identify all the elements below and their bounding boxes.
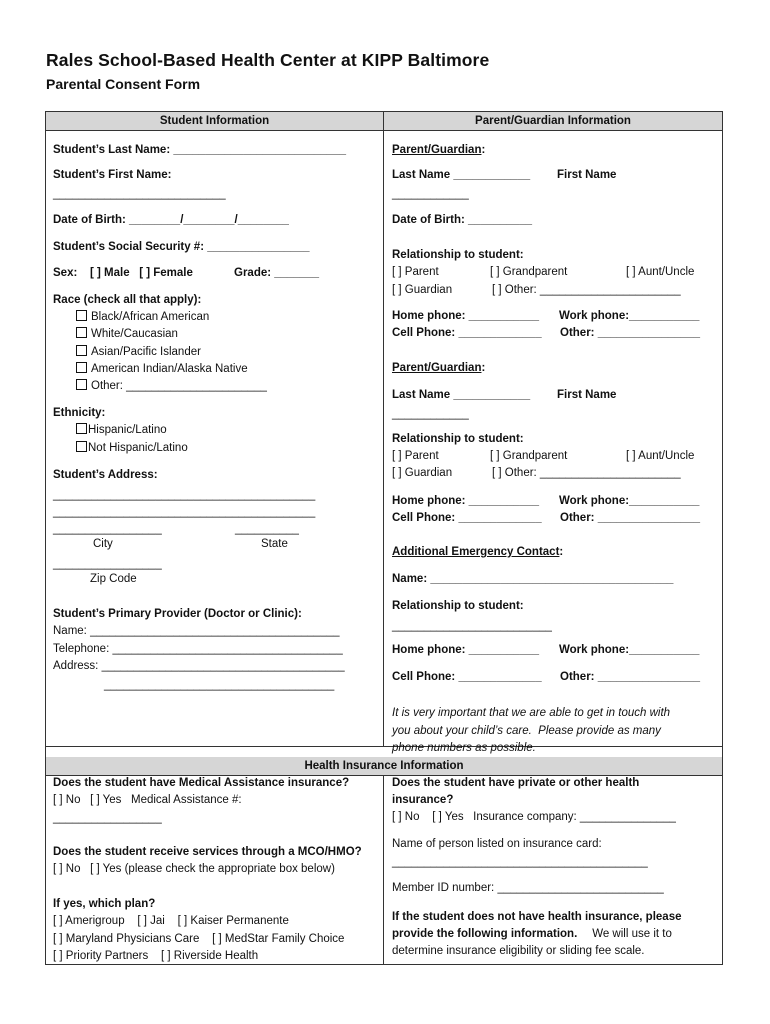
race-option-black[interactable]: Black/African American <box>76 310 209 325</box>
address-label: Student’s Address: <box>53 469 158 481</box>
pg1-work-phone[interactable]: Work phone:___________ <box>559 310 700 322</box>
member-id-field[interactable]: Member ID number: __________________________ <box>392 882 664 894</box>
city-caption: City <box>93 538 113 550</box>
parent-guardian-1-label: Parent/Guardian: <box>392 144 486 156</box>
checkbox-icon[interactable] <box>76 379 87 390</box>
form-title: Rales School-Based Health Center at KIPP Baltimore <box>46 50 490 70</box>
provider-name-field[interactable]: Name: _______________________________________ <box>53 625 340 637</box>
mco-question: Does the student receive services through a MCO/HMO? <box>53 846 362 858</box>
no-insurance-note-bold: If the student does not have health insurance, please provide the following information. <box>392 911 682 940</box>
provider-label: Student’s Primary Provider (Doctor or Clinic): <box>53 608 302 620</box>
pg2-first-name-label: First Name <box>557 389 617 401</box>
parent-guardian-2-label: Parent/Guardian: <box>392 362 486 374</box>
pg1-rel-aunt-uncle[interactable]: [ ] Aunt/Uncle <box>626 266 695 278</box>
pg2-rel-aunt-uncle[interactable]: [ ] Aunt/Uncle <box>626 450 695 462</box>
pg1-rel-guardian[interactable]: [ ] Guardian <box>392 284 453 296</box>
card-holder-line[interactable]: ________________________________________ <box>392 856 648 868</box>
plan-options-3[interactable]: [ ] Priority Partners [ ] Riverside Health <box>53 950 259 962</box>
provider-address-field[interactable]: Address: ______________________________________ <box>53 660 345 672</box>
pg1-relationship-label: Relationship to student: <box>392 249 524 261</box>
checkbox-icon[interactable] <box>76 345 87 356</box>
sex-checkboxes[interactable]: [ ] Male [ ] Female <box>90 267 193 279</box>
emergency-relationship-line[interactable]: _________________________ <box>392 620 552 632</box>
pg1-rel-grandparent[interactable]: [ ] Grandparent <box>490 266 568 278</box>
contact-note: It is very important that we are able to get in touch with you about your child’s care. Please provide as many phone numbers as possible. <box>392 707 671 754</box>
ma-number-line[interactable]: _________________ <box>53 812 162 824</box>
pg1-first-name-line[interactable]: ____________ <box>392 188 469 200</box>
private-insurance-question-2: insurance? <box>392 794 454 806</box>
student-ssn-field[interactable]: Student’s Social Security #: ________________ <box>53 241 310 253</box>
parent-info-header: Parent/Guardian Information <box>384 112 722 131</box>
pg2-rel-parent[interactable]: [ ] Parent <box>392 450 439 462</box>
plan-options-1[interactable]: [ ] Amerigroup [ ] Jai [ ] Kaiser Permanente <box>53 915 289 927</box>
city-line[interactable]: _________________ <box>53 523 162 535</box>
ethnicity-option-hispanic[interactable]: Hispanic/Latino <box>76 423 167 438</box>
student-first-name-label: Student’s First Name: <box>53 169 172 181</box>
state-caption: State <box>261 538 288 550</box>
form-subtitle: Parental Consent Form <box>46 76 201 92</box>
insurance-header: Health Insurance Information <box>46 757 722 776</box>
pg1-first-name-label: First Name <box>557 169 617 181</box>
provider-phone-field[interactable]: Telephone: ____________________________________ <box>53 643 343 655</box>
pg1-rel-other[interactable]: [ ] Other: ______________________ <box>492 284 681 296</box>
ethnicity-option-not-hispanic[interactable]: Not Hispanic/Latino <box>76 441 188 456</box>
pg2-cell-phone[interactable]: Cell Phone: _____________ <box>392 512 542 524</box>
pg2-rel-other[interactable]: [ ] Other: ______________________ <box>492 467 681 479</box>
ma-question: Does the student have Medical Assistance insurance? <box>53 777 350 789</box>
provider-address-line-2[interactable]: ____________________________________ <box>104 679 335 691</box>
emergency-home-phone[interactable]: Home phone: ___________ <box>392 644 540 656</box>
student-info-header: Student Information <box>46 112 383 131</box>
pg1-dob-field[interactable]: Date of Birth: __________ <box>392 214 532 226</box>
emergency-contact-label: Additional Emergency Contact: <box>392 546 564 558</box>
pg2-rel-guardian[interactable]: [ ] Guardian <box>392 467 453 479</box>
column-divider-top <box>383 112 384 746</box>
no-insurance-note-last: determine insurance eligibility or sliding fee scale. <box>392 945 645 957</box>
sex-label: Sex: <box>53 267 78 279</box>
pg2-rel-grandparent[interactable]: [ ] Grandparent <box>490 450 568 462</box>
pg2-home-phone[interactable]: Home phone: ___________ <box>392 495 540 507</box>
emergency-work-phone[interactable]: Work phone:___________ <box>559 644 700 656</box>
checkbox-icon[interactable] <box>76 423 87 434</box>
student-first-name-line[interactable]: ___________________________ <box>53 188 226 200</box>
checkbox-icon[interactable] <box>76 362 87 373</box>
race-option-american-indian[interactable]: American Indian/Alaska Native <box>76 362 248 377</box>
pg2-last-name-field[interactable]: Last Name ____________ <box>392 389 531 401</box>
race-option-asian[interactable]: Asian/Pacific Islander <box>76 345 201 360</box>
address-line-2[interactable]: _________________________________________ <box>53 506 316 518</box>
card-holder-label: Name of person listed on insurance card: <box>392 838 602 850</box>
race-option-white[interactable]: White/Caucasian <box>76 327 178 342</box>
no-insurance-note-rest: We will use it to <box>589 928 672 940</box>
ethnicity-label: Ethnicity: <box>53 407 106 419</box>
student-last-name-field[interactable]: Student’s Last Name: ___________________________ <box>53 144 347 156</box>
pg2-work-phone[interactable]: Work phone:___________ <box>559 495 700 507</box>
pg1-last-name-field[interactable]: Last Name ____________ <box>392 169 531 181</box>
zip-line[interactable]: _________________ <box>53 558 162 570</box>
pg1-rel-parent[interactable]: [ ] Parent <box>392 266 439 278</box>
mco-answer[interactable]: [ ] No [ ] Yes (please check the appropriate box below) <box>53 863 335 875</box>
emergency-relationship-label: Relationship to student: <box>392 600 524 612</box>
pg2-first-name-line[interactable]: ____________ <box>392 408 469 420</box>
emergency-cell-phone[interactable]: Cell Phone: _____________ <box>392 671 542 683</box>
pg1-home-phone[interactable]: Home phone: ___________ <box>392 310 540 322</box>
plan-question: If yes, which plan? <box>53 898 156 910</box>
emergency-other-phone[interactable]: Other: ________________ <box>560 671 701 683</box>
checkbox-icon[interactable] <box>76 441 87 452</box>
pg2-relationship-label: Relationship to student: <box>392 433 524 445</box>
emergency-name-field[interactable]: Name: ______________________________________ <box>392 573 674 585</box>
grade-field[interactable]: Grade: _______ <box>234 267 320 279</box>
zip-caption: Zip Code <box>90 573 137 585</box>
race-label: Race (check all that apply): <box>53 294 202 306</box>
ma-answer[interactable]: [ ] No [ ] Yes Medical Assistance #: <box>53 794 242 806</box>
pg1-cell-phone[interactable]: Cell Phone: _____________ <box>392 327 542 339</box>
column-divider-bottom <box>383 776 384 964</box>
checkbox-icon[interactable] <box>76 327 87 338</box>
pg1-other-phone[interactable]: Other: ________________ <box>560 327 701 339</box>
student-dob-field[interactable]: Date of Birth: ________/________/________ <box>53 214 289 226</box>
address-line-1[interactable]: _________________________________________ <box>53 489 316 501</box>
checkbox-icon[interactable] <box>76 310 87 321</box>
private-insurance-question: Does the student have private or other health <box>392 777 640 789</box>
pg2-other-phone[interactable]: Other: ________________ <box>560 512 701 524</box>
private-insurance-answer[interactable]: [ ] No [ ] Yes Insurance company: _______________ <box>392 811 676 823</box>
race-option-other[interactable]: Other: ______________________ <box>76 379 267 394</box>
state-line[interactable]: __________ <box>235 523 299 535</box>
plan-options-2[interactable]: [ ] Maryland Physicians Care [ ] MedStar Family Choice <box>53 933 345 945</box>
